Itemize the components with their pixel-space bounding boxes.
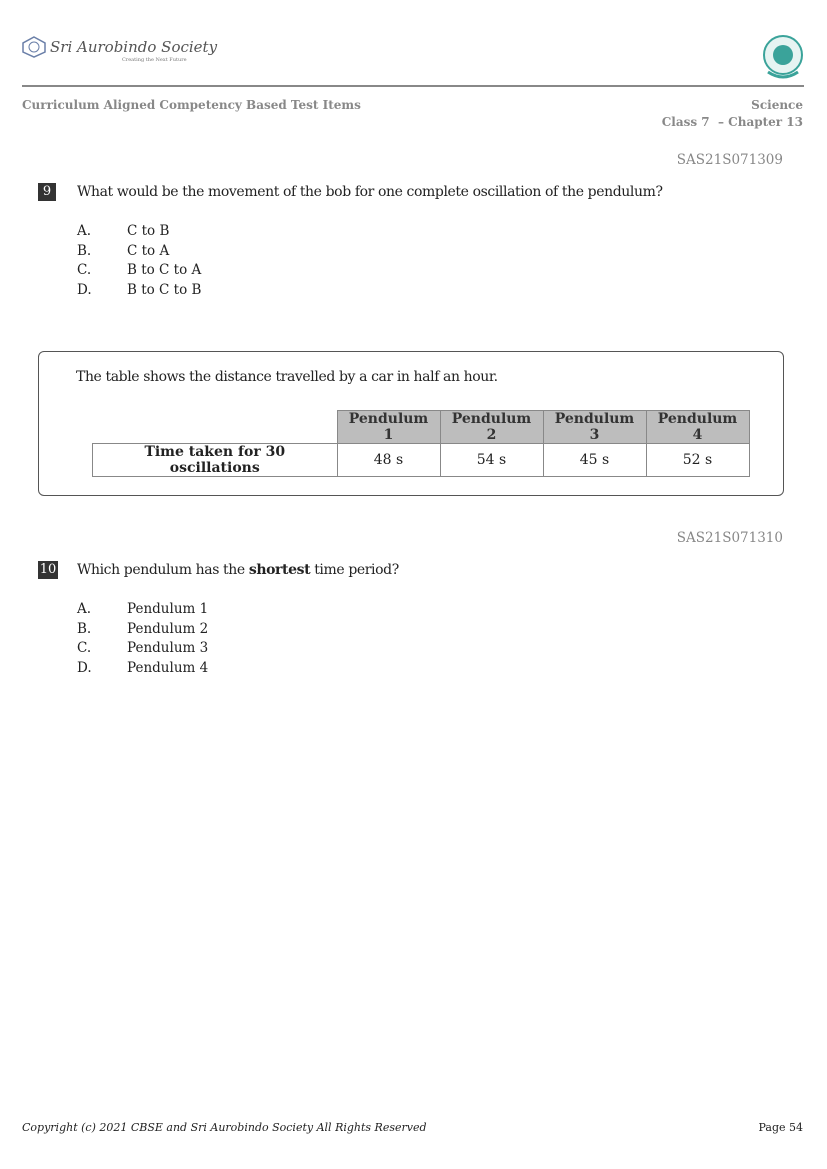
option-letter: B. <box>77 242 92 259</box>
option-c[interactable] <box>77 262 201 282</box>
sri-aurobindo-society-logo <box>22 36 218 63</box>
option-letter: D. <box>77 281 92 298</box>
option-letter: D. <box>77 659 92 676</box>
options-list <box>77 601 208 679</box>
page-number: Page 54 <box>758 1121 803 1134</box>
logo-text: Sri Aurobindo Society <box>50 38 218 56</box>
option-letter: B. <box>77 620 92 637</box>
option-b[interactable] <box>77 243 201 263</box>
copyright: Copyright (c) 2021 CBSE and Sri Aurobindo Society All Rights Reserved <box>22 1121 427 1134</box>
pendulum-table <box>92 410 750 477</box>
option-text: B to C to A <box>127 262 202 278</box>
cbse-seal-icon <box>762 34 804 82</box>
option-text: Pendulum 4 <box>127 659 209 676</box>
option-text: Pendulum 1 <box>127 601 209 617</box>
document-title: Curriculum Aligned Competency Based Test Items <box>22 98 361 112</box>
table-row <box>93 444 750 477</box>
passage-box <box>38 351 784 496</box>
table-header-row <box>93 411 750 444</box>
option-d[interactable] <box>77 660 208 680</box>
question-emphasis: shortest <box>248 562 311 578</box>
option-text: C to B <box>127 223 170 239</box>
table-header: Pendulum 3 <box>543 411 646 444</box>
option-b[interactable] <box>77 621 208 641</box>
option-letter: A. <box>77 601 92 617</box>
table-cell: 45 s <box>543 444 646 477</box>
question-text <box>77 562 399 578</box>
options-list <box>77 223 201 301</box>
option-c[interactable] <box>77 640 208 660</box>
question-text: What would be the movement of the bob for one complete oscillation of the pendulum? <box>77 184 663 200</box>
globe-logo-icon <box>22 36 46 58</box>
table-header: Pendulum 1 <box>337 411 440 444</box>
table-cell: 52 s <box>646 444 749 477</box>
question-number: 10 <box>39 562 57 577</box>
item-code: SAS21S071309 <box>676 152 783 168</box>
logo-tagline: Creating the Next Future <box>122 57 187 63</box>
table-header: Pendulum 4 <box>646 411 749 444</box>
subject: Science <box>751 98 803 112</box>
row-label: Time taken for 30 oscillations <box>93 444 338 477</box>
option-a[interactable] <box>77 223 201 243</box>
option-text: C to A <box>127 242 170 259</box>
option-a[interactable] <box>77 601 208 621</box>
table-cell: 54 s <box>440 444 543 477</box>
table-cell: 48 s <box>337 444 440 477</box>
option-letter: C. <box>77 640 92 656</box>
header-divider <box>22 85 804 87</box>
question-text-part: time period? <box>310 562 399 578</box>
option-letter: C. <box>77 262 92 278</box>
option-text: B to C to B <box>127 281 202 298</box>
question-text-part: Which pendulum has the <box>77 562 249 578</box>
passage-intro: The table shows the distance travelled by a car in half an hour. <box>76 369 498 385</box>
option-letter: A. <box>77 223 92 239</box>
option-text: Pendulum 2 <box>127 620 209 637</box>
item-code: SAS21S071310 <box>676 530 783 546</box>
option-text: Pendulum 3 <box>127 640 209 656</box>
table-header: Pendulum 2 <box>440 411 543 444</box>
question-number: 9 <box>38 183 56 201</box>
class-chapter: Class 7 – Chapter 13 <box>661 115 803 129</box>
empty-cell <box>93 411 338 444</box>
option-d[interactable] <box>77 282 201 302</box>
